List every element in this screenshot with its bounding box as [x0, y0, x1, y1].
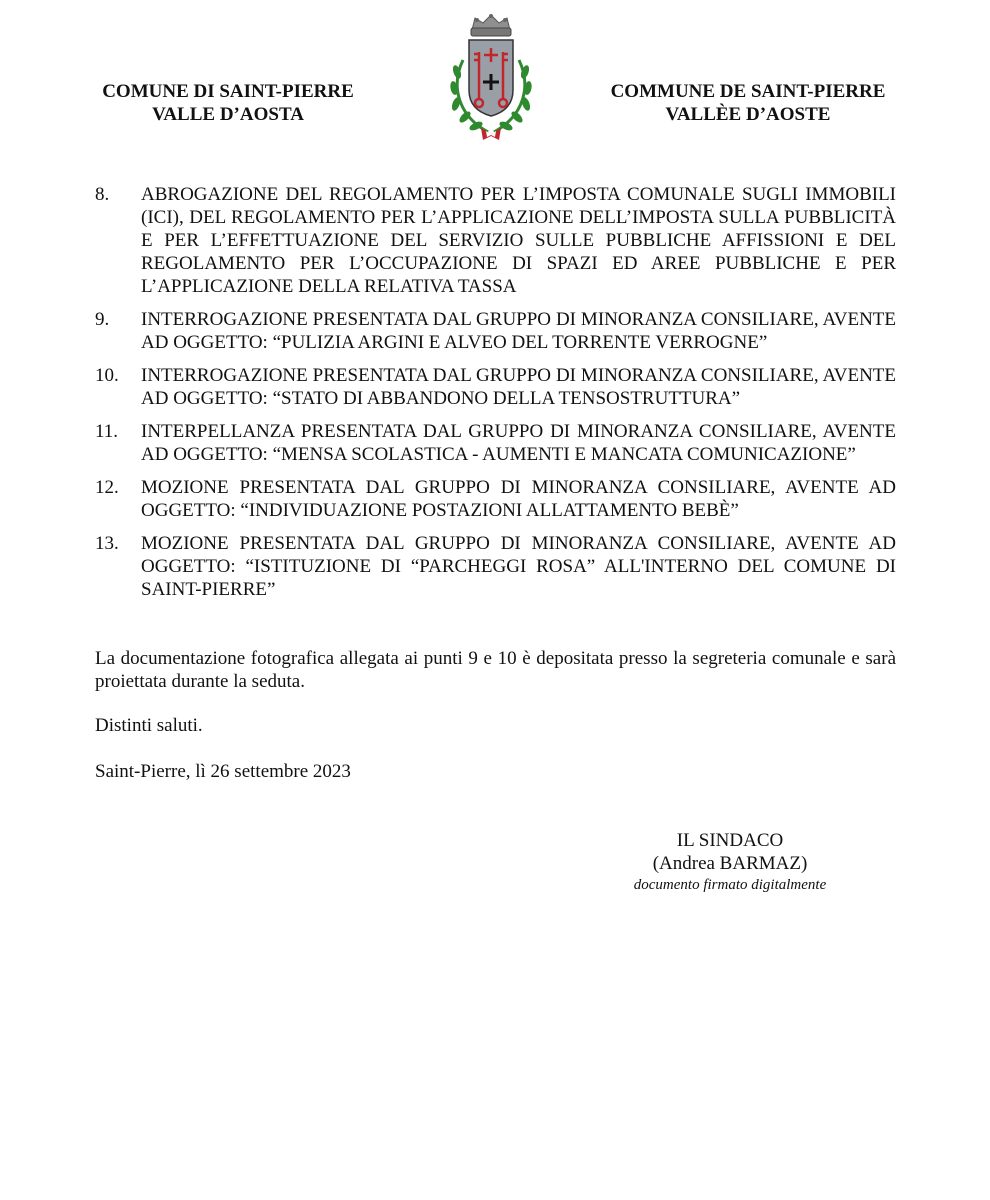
place-and-date: Saint-Pierre, lì 26 settembre 2023 [95, 761, 351, 782]
agenda-item-text: MOZIONE PRESENTATA DAL GRUPPO DI MINORANZA CONSILIARE, AVENTE AD OGGETTO: “INDIVIDUAZIONE POSTAZIONI ALLATTAMENTO BEBÈ” [141, 477, 896, 521]
letterhead-french [600, 80, 896, 126]
agenda-item [95, 364, 896, 410]
agenda-item-number: 10. [95, 365, 119, 386]
municipal-coat-of-arms-icon [441, 10, 541, 145]
agenda-item-text: INTERPELLANZA PRESENTATA DAL GRUPPO DI MINORANZA CONSILIARE, AVENTE AD OGGETTO: “MENSA SCOLASTICA - AUMENTI E MANCATA COMUNICAZIONE” [141, 421, 896, 465]
letterhead-italian-line-1: COMUNE DI SAINT-PIERRE [102, 81, 354, 102]
agenda-item-number: 9. [95, 309, 110, 330]
agenda-item-number: 8. [95, 184, 110, 205]
letterhead-french-line-2: VALLÈE D’AOSTE [665, 104, 831, 125]
agenda-item [95, 308, 896, 354]
letterhead-italian [95, 80, 361, 126]
agenda-item-text: INTERROGAZIONE PRESENTATA DAL GRUPPO DI MINORANZA CONSILIARE, AVENTE AD OGGETTO: “STATO DI ABBANDONO DELLA TENSOSTRUTTURA” [141, 365, 896, 409]
closing-greeting: Distinti saluti. [95, 715, 203, 736]
signatory-name: (Andrea BARMAZ) [652, 853, 808, 874]
letterhead-french-line-1: COMMUNE DE SAINT-PIERRE [610, 81, 886, 102]
agenda-list [95, 183, 896, 611]
letterhead [0, 0, 990, 160]
agenda-item [95, 183, 896, 298]
agenda-item-number: 12. [95, 477, 119, 498]
documentation-note: La documentazione fotografica allegata ai punti 9 e 10 è depositata presso la segreteria comunale e sarà proiettata durante la seduta. [95, 648, 896, 692]
signature-block [600, 829, 860, 895]
letterhead-italian-line-2: VALLE D’AOSTA [152, 104, 304, 125]
agenda-item-text: INTERROGAZIONE PRESENTATA DAL GRUPPO DI MINORANZA CONSILIARE, AVENTE AD OGGETTO: “PULIZIA ARGINI E ALVEO DEL TORRENTE VERROGNE” [141, 309, 896, 353]
digital-signature-note: documento firmato digitalmente [633, 877, 827, 893]
agenda-item [95, 420, 896, 466]
agenda-item [95, 476, 896, 522]
agenda-item [95, 532, 896, 601]
agenda-item-text: ABROGAZIONE DEL REGOLAMENTO PER L’IMPOSTA COMUNALE SUGLI IMMOBILI (ICI), DEL REGOLAMENTO PER L’APPLICAZIONE DELL’IMPOSTA SULLA PUBBLICITÀ E PER L’EFFETTUAZIONE DEL SERVIZIO SULLE PUBBLICHE AFFISSIONI E DEL REGOLAMENTO PER L’OCCUPAZIONE DI SPAZI ED AREE PUBBLICHE E PER L’APPLICAZIONE DELLA RELATIVA TASSA [141, 184, 896, 297]
signatory-title: IL SINDACO [676, 830, 784, 851]
agenda-item-number: 11. [95, 421, 119, 442]
agenda-item-number: 13. [95, 533, 119, 554]
agenda-item-text: MOZIONE PRESENTATA DAL GRUPPO DI MINORANZA CONSILIARE, AVENTE AD OGGETTO: “ISTITUZIONE DI “PARCHEGGI ROSA” ALL'INTERNO DEL COMUNE DI SAINT-PIERRE” [141, 533, 896, 600]
